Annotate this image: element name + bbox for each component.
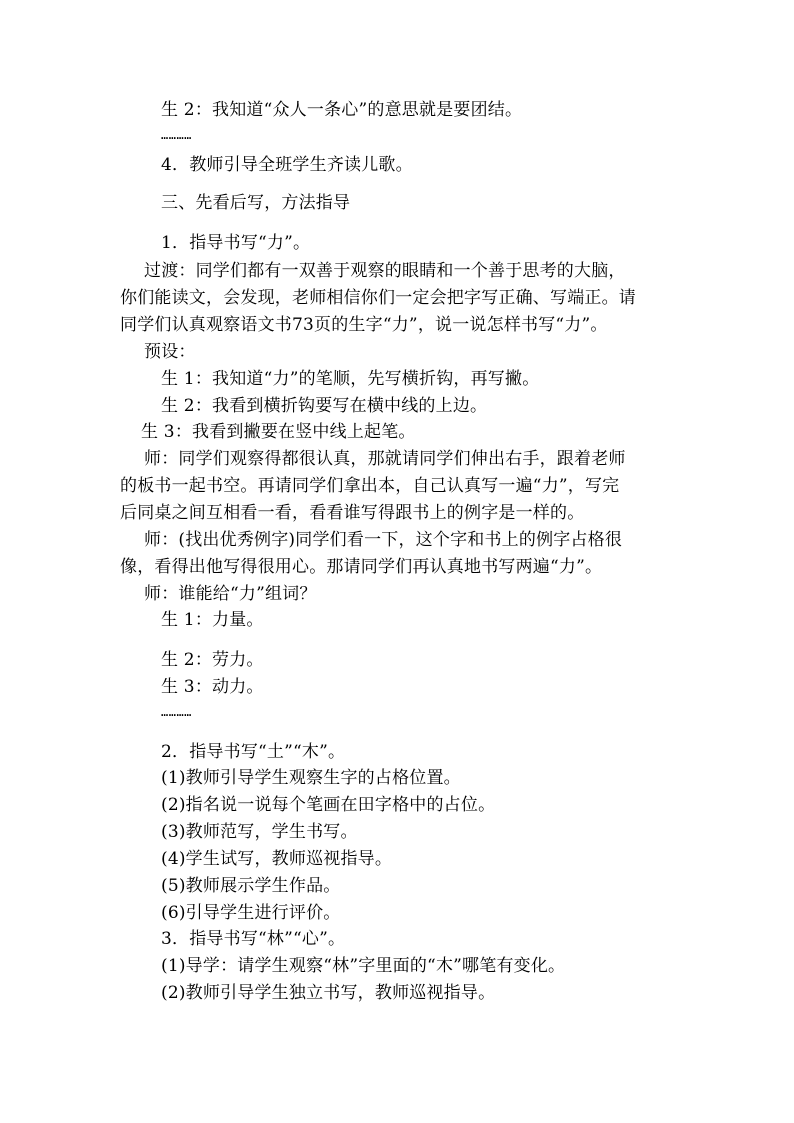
subsection-heading: 1．指导书写“力”。 — [161, 233, 311, 253]
section-heading: 三、先看后写，方法指导 — [161, 193, 351, 213]
list-item: (3)教师范写，学生书写。 — [161, 822, 358, 842]
list-item: (5)教师展示学生作品。 — [161, 876, 341, 896]
subsection-heading: 3．指导书写“林”“心”。 — [161, 929, 346, 949]
list-item: (1)教师引导学生观察生字的占格位置。 — [161, 768, 461, 788]
paragraph-line: 师：同学们观察得都很认真，那就请同学们伸出右手，跟着老师 — [144, 449, 626, 469]
paragraph-line: 生 2：我知道“众人一条心”的意思就是要团结。 — [161, 100, 523, 120]
subsection-heading: 2．指导书写“土”“木”。 — [161, 742, 346, 762]
paragraph-line: 师：谁能给“力”组词？ — [144, 584, 317, 604]
list-item: (2)指名说一说每个笔画在田字格中的占位。 — [161, 795, 496, 815]
paragraph-line: 同学们认真观察语文书73页的生字“力”，说一说怎样书写“力”。 — [120, 315, 608, 335]
paragraph-line: 生 3：我看到撇要在竖中线上起笔。 — [141, 422, 416, 442]
paragraph-line: 你们能读文，会发现，老师相信你们一定会把字写正确、写端正。请 — [120, 288, 636, 308]
paragraph-line: 4．教师引导全班学生齐读儿歌。 — [161, 155, 413, 175]
paragraph-line: 生 1：我知道“力”的笔顺，先写横折钩，再写撇。 — [161, 369, 540, 389]
paragraph-line: 生 2：我看到横折钩要写在横中线的上边。 — [161, 396, 488, 416]
paragraph-line: 生 2：劳力。 — [161, 650, 264, 670]
list-item: (2)教师引导学生独立书写，教师巡视指导。 — [161, 983, 496, 1003]
paragraph-line: 预设： — [144, 342, 196, 362]
paragraph-line: 生 1：力量。 — [161, 610, 264, 630]
list-item: (6)引导学生进行评价。 — [161, 903, 341, 923]
list-item: (4)学生试写，教师巡视指导。 — [161, 849, 393, 869]
ellipsis-line: ………… — [161, 128, 192, 142]
paragraph-line: 后同桌之间互相看一看，看看谁写得跟书上的例字是一样的。 — [120, 503, 585, 523]
paragraph-line: 过渡：同学们都有一双善于观察的眼睛和一个善于思考的大脑， — [144, 261, 626, 281]
paragraph-line: 的板书一起书空。再请同学们拿出本，自己认真写一遍“力”，写完 — [120, 476, 620, 496]
paragraph-line: 像，看得出他写得很用心。那请同学们再认真地书写两遍“力”。 — [120, 557, 603, 577]
ellipsis-line: ………… — [161, 705, 192, 719]
list-item: (1)导学：请学生观察“林”字里面的“木”哪笔有变化。 — [161, 956, 566, 976]
paragraph-line: 师：(找出优秀例字)同学们看一下，这个字和书上的例字占格很 — [144, 530, 623, 550]
paragraph-line: 生 3：动力。 — [161, 677, 264, 697]
